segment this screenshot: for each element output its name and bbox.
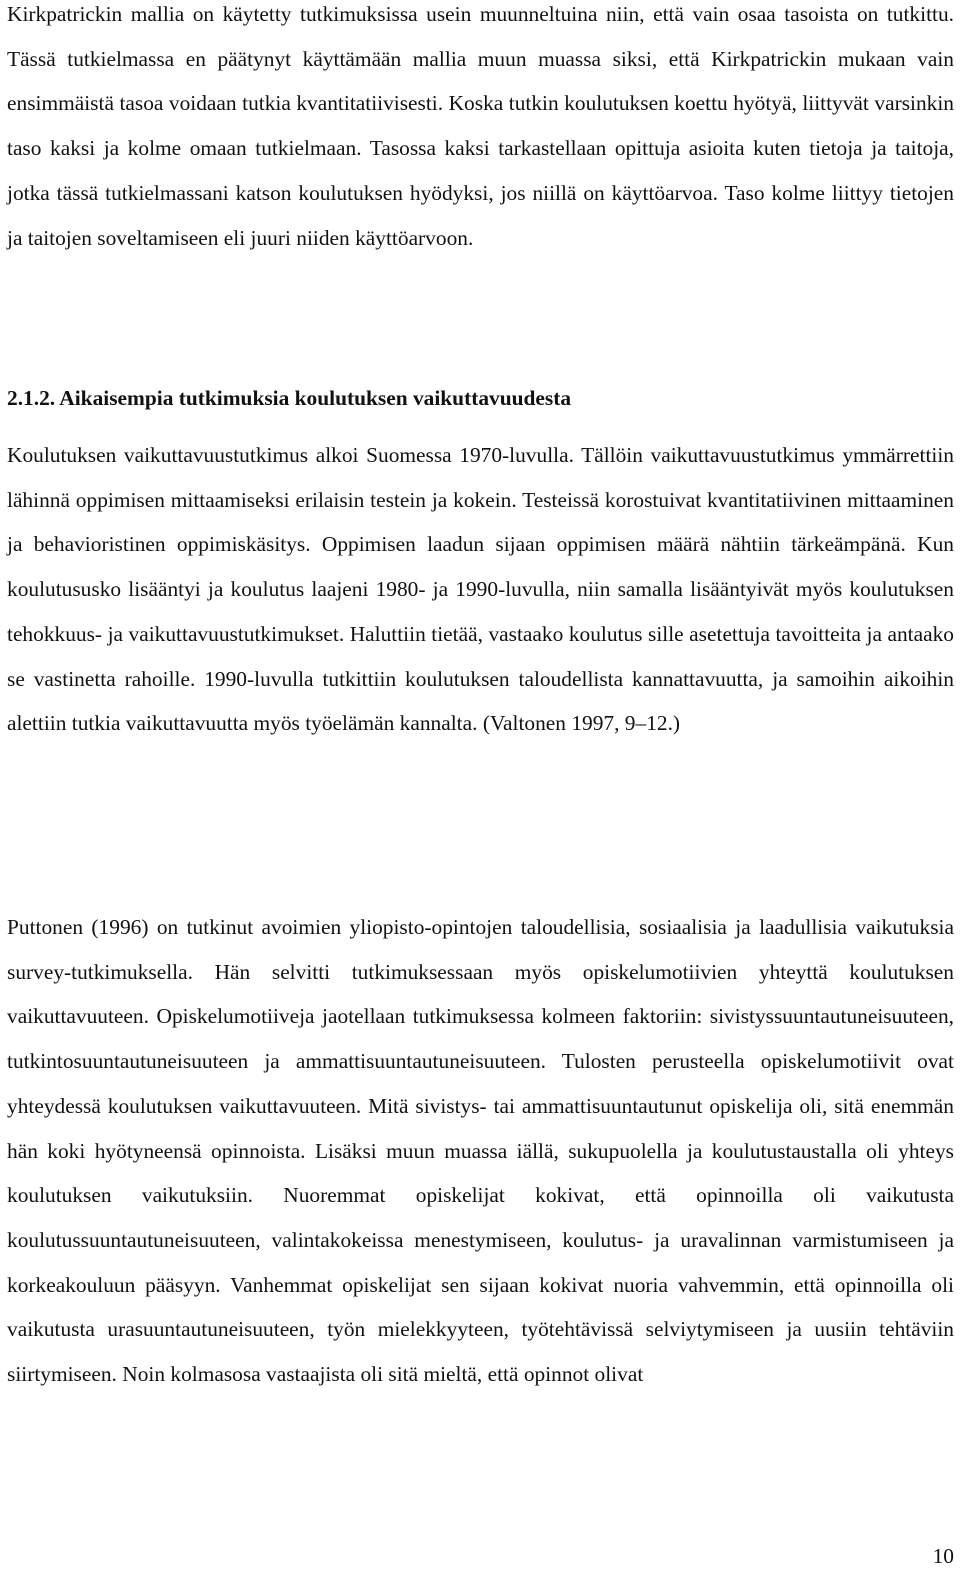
body-paragraph-puttonen: Puttonen (1996) on tutkinut avoimien yliopisto-opintojen taloudellisia, sosiaalisia ja laadullisia vaikutuksia survey-tutkimuksella. Hän selvitti tutkimuksessaan myös opiskelumotiivien yhteyttä koulutuksen vaikuttavuuteen. Opiskelumotiiveja jaotellaan tutkimuksessa kolmeen faktoriin: sivistyssuuntautuneisuuteen, tutkintosuuntautuneisuuteen ja ammattisuuntautuneisuuteen. Tulosten perusteella opiskelumotiivit ovat yhteydessä koulutuksen vaikuttavuuteen. Mitä sivistys- tai ammattisuuntautunut opiskelija oli, sitä enemmän hän koki hyötyneensä opinnoista. Lisäksi muun muassa iällä, sukupuolella ja koulutustaustalla oli yhteys koulutuksen vaikutuksiin. Nuoremmat opiskelijat kokivat, että opinnoilla oli vaikutusta koulutussuuntautuneisuuteen, valintakokeissa menestymiseen, koulutus- ja uravalinnan varmistumiseen ja korkeakouluun pääsyyn. Vanhemmat opiskelijat sen sijaan kokivat nuoria vahvemmin, että opinnoilla oli vaikutusta urasuuntautuneisuuteen, työn mielekkyyteen, työtehtävissä selviytymiseen ja uusiin tehtäviin siirtymiseen. Noin kolmasosa vastaajista oli sitä mieltä, että opinnot olivat bbox=[7, 915, 954, 1387]
body-paragraph-kirkpatrick: Kirkpatrickin mallia on käytetty tutkimuksissa usein muunneltuina niin, että vain osaa tasoista on tutkittu. Tässä tutkielmassa en päätynyt käyttämään mallia muun muassa siksi, että Kirkpatrickin mukaan vain ensimmäistä tasoa voidaan tutkia kvantitatiivisesti. Koska tutkin koulutuksen koettu hyötyä, liittyvät varsinkin taso kaksi ja kolme omaan tutkielmaan. Tasossa kaksi tarkastellaan opittuja asioita kuten tietoja ja taitoja, jotka tässä tutkielmassani katson koulutuksen hyödyksi, jos niillä on käyttöarvoa. Taso kolme liittyy tietojen ja taitojen soveltamiseen eli juuri niiden käyttöarvoon. bbox=[7, 2, 954, 250]
section-heading: 2.1.2. Aikaisempia tutkimuksia koulutuksen vaikuttavuudesta bbox=[7, 386, 572, 410]
body-paragraph-history: Koulutuksen vaikuttavuustutkimus alkoi Suomessa 1970-luvulla. Tällöin vaikuttavuustutkimus ymmärrettiin lähinnä oppimisen mittaamiseksi erilaisin testein ja kokein. Testeissä korostuivat kvantitatiivinen mittaaminen ja behavioristinen oppimiskäsitys. Oppimisen laadun sijaan oppimisen määrä nähtiin tärkeämpänä. Kun koulutususko lisääntyi ja koulutus laajeni 1980- ja 1990-luvulla, niin samalla lisääntyivät myös koulutuksen tehokkuus- ja vaikuttavuustutkimukset. Haluttiin tietää, vastaako koulutus sille asetettuja tavoitteita ja antaako se vastinetta rahoille. 1990-luvulla tutkittiin koulutuksen taloudellista kannattavuutta, ja samoihin aikoihin alettiin tutkia vaikuttavuutta myös työelämän kannalta. (Valtonen 1997, 9–12.) bbox=[7, 443, 954, 736]
page-number: 10 bbox=[932, 1544, 954, 1568]
